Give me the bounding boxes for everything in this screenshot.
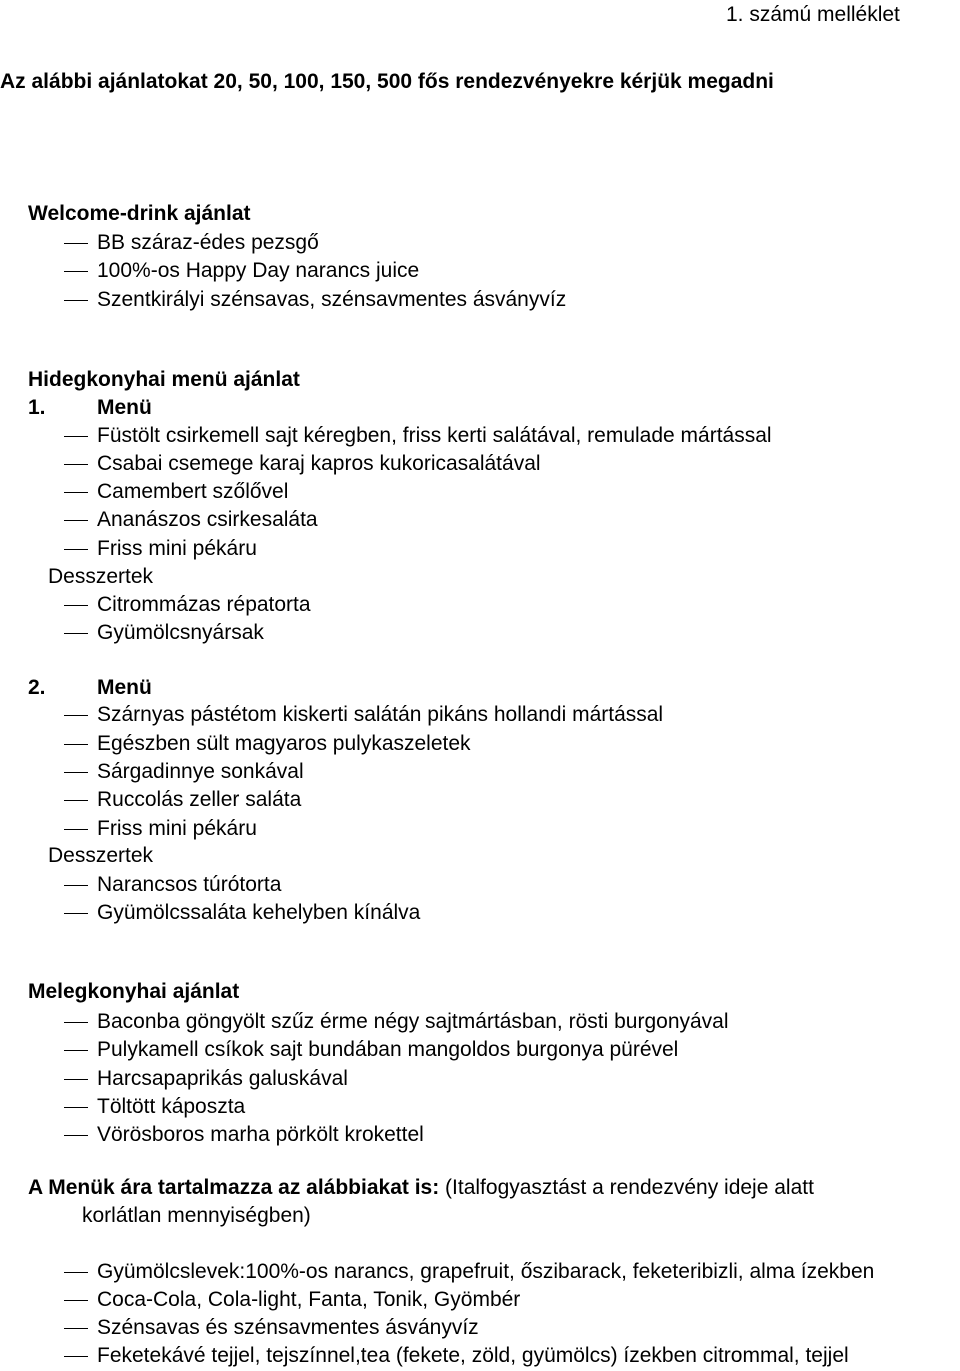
list-item: Töltött káposzta	[97, 1095, 246, 1118]
list-item: Gyümölcslevek:100%-os narancs, grapefruit, őszibarack, feketeribizli, alma ízekben	[97, 1260, 875, 1283]
section-title-cold: Hidegkonyhai menü ajánlat	[28, 368, 300, 391]
section-title-welcome: Welcome-drink ajánlat	[28, 202, 251, 225]
list-item: 100%-os Happy Day narancs juice	[97, 259, 420, 282]
bullet-dash-icon	[64, 1022, 88, 1023]
list-item: Sárgadinnye sonkával	[97, 760, 304, 783]
bullet-dash-icon	[64, 464, 88, 465]
bullet-dash-icon	[64, 1050, 88, 1051]
list-item: Gyümölcssaláta kehelyben kínálva	[97, 901, 421, 924]
bullet-dash-icon	[64, 1300, 88, 1301]
bullet-dash-icon	[64, 772, 88, 773]
dessert-label: Desszertek	[48, 565, 154, 588]
list-item: Narancsos túrótorta	[97, 873, 282, 896]
menu-number: 1.	[28, 396, 46, 419]
bullet-dash-icon	[64, 800, 88, 801]
includes-heading-note: (Italfogyasztást a rendezvény ideje alatt	[439, 1176, 814, 1199]
list-item: Pulykamell csíkok sajt bundában mangoldos burgonya pürével	[97, 1038, 679, 1061]
list-item: Baconba göngyölt szűz érme négy sajtmártásban, rösti burgonyával	[97, 1010, 729, 1033]
list-item: Vörösboros marha pörkölt krokettel	[97, 1123, 424, 1146]
section-title-warm: Melegkonyhai ajánlat	[28, 980, 240, 1003]
menu-label: Menü	[97, 676, 152, 699]
list-item: Camembert szőlővel	[97, 480, 289, 503]
bullet-dash-icon	[64, 829, 88, 830]
list-item: Citrommázas répatorta	[97, 593, 311, 616]
bullet-dash-icon	[64, 913, 88, 914]
bullet-dash-icon	[64, 520, 88, 521]
list-item: Egészben sült magyaros pulykaszeletek	[97, 732, 471, 755]
list-item: Füstölt csirkemell sajt kéregben, friss kerti salátával, remulade mártással	[97, 424, 772, 447]
bullet-dash-icon	[64, 1356, 88, 1357]
list-item: Feketekávé tejjel, tejszínnel,tea (fekete, zöld, gyümölcs) ízekben citrommal, tejjel	[97, 1344, 849, 1367]
list-item: Ruccolás zeller saláta	[97, 788, 302, 811]
list-item: Harcsapaprikás galuskával	[97, 1067, 348, 1090]
list-item: Friss mini pékáru	[97, 817, 257, 840]
list-item: Csabai csemege karaj kapros kukoricasalátával	[97, 452, 541, 475]
bullet-dash-icon	[64, 715, 88, 716]
list-item: Szénsavas és szénsavmentes ásványvíz	[97, 1316, 479, 1339]
bullet-dash-icon	[64, 885, 88, 886]
bullet-dash-icon	[64, 1107, 88, 1108]
bullet-dash-icon	[64, 243, 88, 244]
menu-number: 2.	[28, 676, 46, 699]
dessert-label: Desszertek	[48, 844, 154, 867]
bullet-dash-icon	[64, 1135, 88, 1136]
includes-continuation: korlátlan mennyiségben)	[82, 1204, 311, 1227]
annex-label: 1. számú melléklet	[726, 3, 900, 26]
intro-line: Az alábbi ajánlatokat 20, 50, 100, 150, 500 fős rendezvényekre kérjük megadni	[0, 70, 774, 93]
bullet-dash-icon	[64, 1079, 88, 1080]
bullet-dash-icon	[64, 492, 88, 493]
menu-label: Menü	[97, 396, 152, 419]
list-item: Ananászos csirkesaláta	[97, 508, 318, 531]
bullet-dash-icon	[64, 1328, 88, 1329]
includes-heading	[28, 1177, 814, 1198]
list-item: Szárnyas pástétom kiskerti salátán pikáns hollandi mártással	[97, 703, 664, 726]
bullet-dash-icon	[64, 300, 88, 301]
bullet-dash-icon	[64, 271, 88, 272]
bullet-dash-icon	[64, 1272, 88, 1273]
list-item: Szentkirályi szénsavas, szénsavmentes ásványvíz	[97, 288, 567, 311]
list-item: BB száraz-édes pezsgő	[97, 231, 319, 254]
bullet-dash-icon	[64, 436, 88, 437]
bullet-dash-icon	[64, 633, 88, 634]
list-item: Coca-Cola, Cola-light, Fanta, Tonik, Gyömbér	[97, 1288, 521, 1311]
list-item: Friss mini pékáru	[97, 537, 257, 560]
includes-heading-bold: A Menük ára tartalmazza az alábbiakat is:	[28, 1176, 440, 1199]
bullet-dash-icon	[64, 744, 88, 745]
list-item: Gyümölcsnyársak	[97, 621, 264, 644]
bullet-dash-icon	[64, 549, 88, 550]
bullet-dash-icon	[64, 605, 88, 606]
